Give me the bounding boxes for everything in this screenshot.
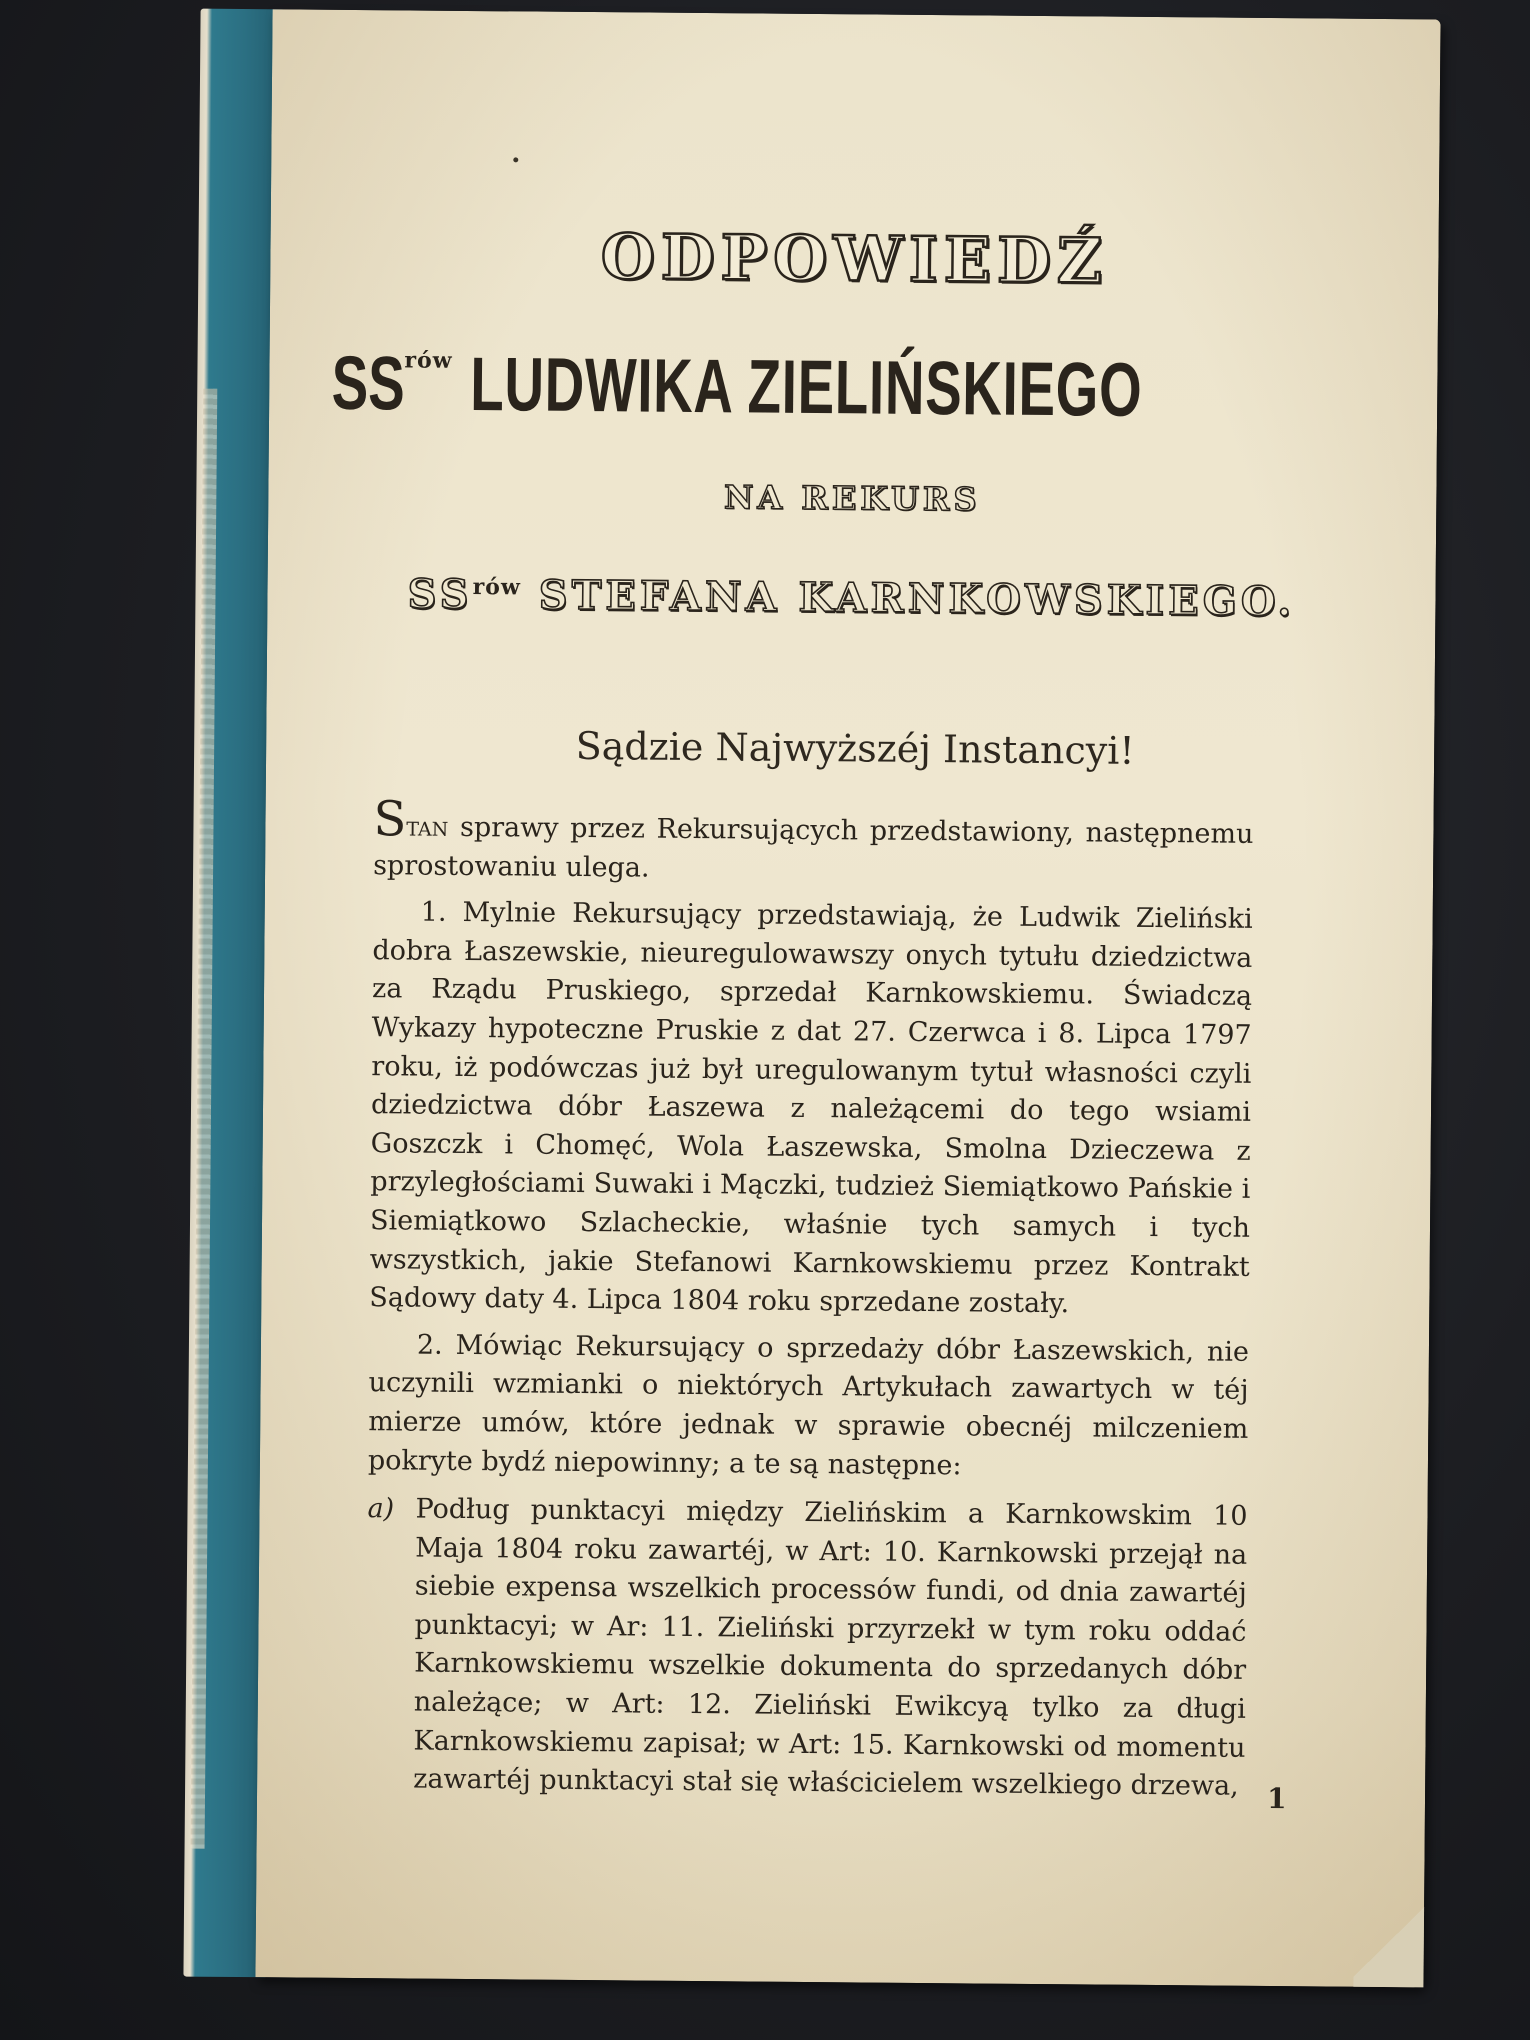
title-na-rekurs: NA REKURS (723, 478, 981, 519)
intro-paragraph (373, 791, 1254, 893)
body-text (365, 791, 1254, 1806)
printed-page (255, 9, 1440, 1987)
ink-dot (513, 157, 518, 162)
list-marker: a) (367, 1493, 395, 1525)
ss-prefix-2: SS (407, 570, 473, 619)
small-caps: tan (406, 811, 449, 843)
worn-corner (1353, 1897, 1424, 1988)
document-photo (183, 9, 1440, 1988)
address-heading: Sądzie Najwyższéj Instancyi! (575, 723, 1135, 773)
title-odpowiedz: ODPOWIEDŹ (600, 220, 1109, 298)
list-item-a (365, 1490, 1248, 1806)
title-line-karnkowskiego (267, 569, 1435, 626)
name-ludwika-zielinskiego: LUDWIKA ZIELIŃSKIEGO (470, 341, 1143, 433)
list-item-text: Podług punktacyi między Zielińskim a Karnkowskim 10 Maja 1804 roku zawartéj, w Art: 10. Karnkowski przejął na siebie expensa wszelkich processów fundi, od dnia zawartéj punktacyi; w Ar: 11. Zieliński przyrzekł w tym roku oddać Karnkowskiemu wszelkie dokumenta do sprzedanych dóbr należące; w Art: 12. Zieliński Ewikcyą tylko za długi Karnkowskiemu zapisał; w Art: 15. Karnkowski od momentu zawartéj punktacyi stał się właścicielem wszelkiego drzewa, (413, 1493, 1248, 1803)
name-stefana-karnkowskiego: STEFANA KARNKOWSKIEGO. (538, 571, 1296, 626)
drop-cap: S (373, 791, 407, 848)
ss-prefix: SS (330, 340, 405, 427)
title-line-zielinskiego (269, 339, 1438, 436)
ss-superscript-2: rów (472, 574, 521, 601)
paragraph-2: 2. Mówiąc Rekursujący o sprzedaży dóbr Łaszewskich, nie uczynili wzmianki o niektórych Artykułach zawartych w téj mierze umów, które jednak w sprawie obecnéj milczeniem pokryte bydź niepowinny; a te są następne: (367, 1329, 1250, 1481)
ss-superscript: rów (404, 347, 453, 374)
intro-text: sprawy przez Rekursujących przedstawiony, następnemu sprostowaniu ulega. (373, 811, 1254, 884)
page-number: 1 (1266, 1782, 1287, 1816)
paragraph-1: 1. Mylnie Rekursujący przedstawiają, że Ludwik Zieliński dobra Łaszewskie, nieuregulowawszy onych tytułu dziedzictwa za Rządu Pruskiego, sprzedał Karnkowskiemu. Świadczą Wykazy hypoteczne Pruskie z dat 27. Czerwca i 8. Lipca 1797 roku, iż podówczas już był uregulowanym tytuł własności czyli dziedzictwa dóbr Łaszewa z należącemi do tego wsiami Goszczk i Chomęć, Wola Łaszewska, Smolna Dzieczewa z przyległościami Suwaki i Mączki, tudzież Siemiątkowo Pańskie i Siemiątkowo Szlacheckie, właśnie tych samych i tych wszystkich, jakie Stefanowi Karnkowskiemu przez Kontrakt Sądowy daty 4. Lipca 1804 roku sprzedane zostały. (369, 896, 1253, 1320)
